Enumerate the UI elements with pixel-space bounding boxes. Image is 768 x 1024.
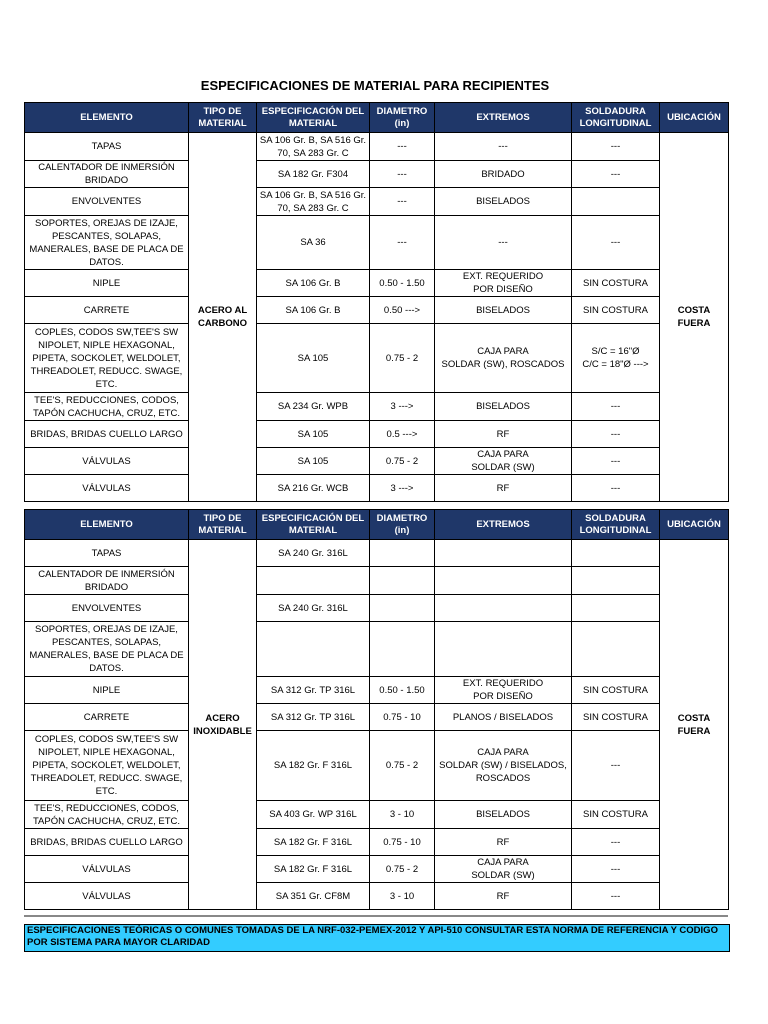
cell-soldadura: --- (572, 829, 660, 856)
header-tipo-material: TIPO DE MATERIAL (189, 103, 257, 133)
cell-soldadura (572, 622, 660, 677)
table-header-row (25, 510, 729, 540)
cell-extremos: CAJA PARA SOLDAR (SW) / BISELADOS, ROSCADOS (435, 731, 572, 801)
carbon-steel-body (25, 133, 729, 502)
cell-elemento: VÁLVULAS (25, 475, 189, 502)
cell-especificacion: SA 234 Gr. WPB (257, 393, 370, 421)
cell-especificacion: SA 216 Gr. WCB (257, 475, 370, 502)
table-row (25, 829, 729, 856)
cell-extremos (435, 540, 572, 567)
header-ubicacion: UBICACIÓN (660, 103, 729, 133)
cell-diametro: 0.75 - 2 (370, 856, 435, 883)
cell-extremos: CAJA PARA SOLDAR (SW), ROSCADOS (435, 324, 572, 393)
cell-elemento: CALENTADOR DE INMERSIÓN BRIDADO (25, 161, 189, 188)
cell-soldadura: --- (572, 421, 660, 448)
table-row (25, 448, 729, 475)
cell-extremos: BISELADOS (435, 393, 572, 421)
cell-elemento: BRIDAS, BRIDAS CUELLO LARGO (25, 829, 189, 856)
cell-extremos: RF (435, 421, 572, 448)
header-extremos: EXTREMOS (435, 510, 572, 540)
cell-elemento: NIPLE (25, 270, 189, 297)
cell-extremos: CAJA PARA SOLDAR (SW) (435, 856, 572, 883)
header-soldadura: SOLDADURA LONGITUDINAL (572, 510, 660, 540)
cell-elemento: ENVOLVENTES (25, 188, 189, 216)
cell-soldadura: --- (572, 856, 660, 883)
cell-diametro: 3 ---> (370, 475, 435, 502)
table-row (25, 393, 729, 421)
cell-extremos: RF (435, 829, 572, 856)
cell-elemento: TEE'S, REDUCCIONES, CODOS, TAPÓN CACHUCHA, CRUZ, ETC. (25, 393, 189, 421)
cell-especificacion: SA 105 (257, 448, 370, 475)
cell-soldadura: SIN COSTURA (572, 704, 660, 731)
cell-soldadura: --- (572, 883, 660, 910)
cell-material-type: ACERO AL CARBONO (189, 133, 257, 502)
header-diametro: DIAMETRO (in) (370, 103, 435, 133)
table-row (25, 188, 729, 216)
cell-diametro: --- (370, 133, 435, 161)
cell-diametro: 3 - 10 (370, 883, 435, 910)
table-row (25, 856, 729, 883)
cell-especificacion: SA 106 Gr. B, SA 516 Gr. 70, SA 283 Gr. C (257, 188, 370, 216)
cell-extremos: BISELADOS (435, 801, 572, 829)
cell-soldadura (572, 188, 660, 216)
cell-diametro: 0.5 ---> (370, 421, 435, 448)
cell-extremos (435, 622, 572, 677)
cell-especificacion: SA 312 Gr. TP 316L (257, 704, 370, 731)
table-row (25, 731, 729, 801)
cell-soldadura: SIN COSTURA (572, 270, 660, 297)
cell-diametro: 0.75 - 10 (370, 704, 435, 731)
cell-extremos: BISELADOS (435, 188, 572, 216)
table-row (25, 133, 729, 161)
cell-diametro (370, 595, 435, 622)
cell-diametro: 0.75 - 10 (370, 829, 435, 856)
cell-elemento: TAPAS (25, 133, 189, 161)
table-row (25, 704, 729, 731)
cell-especificacion: SA 403 Gr. WP 316L (257, 801, 370, 829)
header-soldadura: SOLDADURA LONGITUDINAL (572, 103, 660, 133)
cell-extremos: BRIDADO (435, 161, 572, 188)
cell-especificacion: SA 106 Gr. B (257, 297, 370, 324)
cell-diametro: 0.50 ---> (370, 297, 435, 324)
table-header-row (25, 103, 729, 133)
table-row (25, 677, 729, 704)
cell-especificacion: SA 36 (257, 216, 370, 270)
table-row (25, 540, 729, 567)
cell-extremos: --- (435, 216, 572, 270)
cell-especificacion: SA 312 Gr. TP 316L (257, 677, 370, 704)
cell-diametro: --- (370, 161, 435, 188)
header-especificacion: ESPECIFICACIÓN DEL MATERIAL (257, 510, 370, 540)
cell-material-type: ACERO INOXIDABLE (189, 540, 257, 910)
cell-extremos: BISELADOS (435, 297, 572, 324)
cell-location: COSTA FUERA (660, 540, 729, 910)
cell-especificacion: SA 105 (257, 324, 370, 393)
cell-diametro (370, 567, 435, 595)
table-row (25, 622, 729, 677)
cell-elemento: TEE'S, REDUCCIONES, CODOS, TAPÓN CACHUCHA, CRUZ, ETC. (25, 801, 189, 829)
cell-soldadura (572, 595, 660, 622)
cell-extremos: RF (435, 475, 572, 502)
cell-elemento: TAPAS (25, 540, 189, 567)
divider (24, 915, 728, 917)
cell-elemento: CARRETE (25, 297, 189, 324)
cell-extremos: PLANOS / BISELADOS (435, 704, 572, 731)
cell-soldadura (572, 540, 660, 567)
cell-soldadura (572, 567, 660, 595)
header-elemento: ELEMENTO (25, 510, 189, 540)
table-row (25, 270, 729, 297)
cell-diametro: 0.75 - 2 (370, 448, 435, 475)
cell-soldadura: --- (572, 448, 660, 475)
cell-elemento: VÁLVULAS (25, 448, 189, 475)
cell-elemento: ENVOLVENTES (25, 595, 189, 622)
cell-location: COSTA FUERA (660, 133, 729, 502)
table-row (25, 216, 729, 270)
cell-elemento: COPLES, CODOS SW,TEE'S SW NIPOLET, NIPLE HEXAGONAL, PIPETA, SOCKOLET, WELDOLET, THREADOLET, REDUCC. SWAGE, ETC. (25, 324, 189, 393)
cell-elemento: SOPORTES, OREJAS DE IZAJE, PESCANTES, SOLAPAS, MANERALES, BASE DE PLACA DE DATOS. (25, 622, 189, 677)
cell-especificacion: SA 182 Gr. F 316L (257, 856, 370, 883)
header-tipo-material: TIPO DE MATERIAL (189, 510, 257, 540)
table-row (25, 475, 729, 502)
cell-diametro (370, 540, 435, 567)
cell-especificacion: SA 106 Gr. B (257, 270, 370, 297)
cell-especificacion: SA 182 Gr. F 316L (257, 731, 370, 801)
table-row (25, 324, 729, 393)
cell-especificacion: SA 182 Gr. F 316L (257, 829, 370, 856)
stainless-steel-table (24, 509, 729, 910)
cell-diametro: 0.50 - 1.50 (370, 677, 435, 704)
cell-elemento: COPLES, CODOS SW,TEE'S SW NIPOLET, NIPLE HEXAGONAL, PIPETA, SOCKOLET, WELDOLET, THREADOLET, REDUCC. SWAGE, ETC. (25, 731, 189, 801)
cell-especificacion: SA 240 Gr. 316L (257, 540, 370, 567)
table-row (25, 883, 729, 910)
cell-extremos: CAJA PARA SOLDAR (SW) (435, 448, 572, 475)
header-extremos: EXTREMOS (435, 103, 572, 133)
header-ubicacion: UBICACIÓN (660, 510, 729, 540)
cell-diametro: 0.50 - 1.50 (370, 270, 435, 297)
cell-soldadura: SIN COSTURA (572, 297, 660, 324)
cell-diametro: 0.75 - 2 (370, 324, 435, 393)
cell-diametro: --- (370, 188, 435, 216)
carbon-steel-table (24, 102, 729, 502)
cell-elemento: SOPORTES, OREJAS DE IZAJE, PESCANTES, SOLAPAS, MANERALES, BASE DE PLACA DE DATOS. (25, 216, 189, 270)
header-diametro: DIAMETRO (in) (370, 510, 435, 540)
table-row (25, 801, 729, 829)
cell-diametro: 3 - 10 (370, 801, 435, 829)
cell-especificacion: SA 106 Gr. B, SA 516 Gr. 70, SA 283 Gr. C (257, 133, 370, 161)
stainless-steel-body (25, 540, 729, 910)
cell-extremos: EXT. REQUERIDO POR DISEÑO (435, 677, 572, 704)
cell-diametro: 3 ---> (370, 393, 435, 421)
cell-elemento: BRIDAS, BRIDAS CUELLO LARGO (25, 421, 189, 448)
table-row (25, 595, 729, 622)
cell-extremos (435, 567, 572, 595)
table-row (25, 161, 729, 188)
cell-diametro (370, 622, 435, 677)
cell-diametro: 0.75 - 2 (370, 731, 435, 801)
cell-elemento: CARRETE (25, 704, 189, 731)
cell-especificacion: SA 240 Gr. 316L (257, 595, 370, 622)
table-row (25, 297, 729, 324)
cell-soldadura: --- (572, 161, 660, 188)
cell-elemento: VÁLVULAS (25, 856, 189, 883)
cell-soldadura: --- (572, 216, 660, 270)
reference-note: ESPECIFICACIONES TEÓRICAS O COMUNES TOMADAS DE LA NRF-032-PEMEX-2012 Y API-510 CONSULTAR ESTA NORMA DE REFERENCIA Y CODIGO POR SISTEMA PARA MAYOR CLARIDAD (24, 924, 730, 952)
cell-soldadura: --- (572, 475, 660, 502)
cell-soldadura: SIN COSTURA (572, 677, 660, 704)
header-elemento: ELEMENTO (25, 103, 189, 133)
cell-soldadura: S/C = 16"Ø C/C = 18"Ø ---> (572, 324, 660, 393)
table-row (25, 421, 729, 448)
cell-soldadura: --- (572, 393, 660, 421)
cell-extremos (435, 595, 572, 622)
cell-especificacion: SA 351 Gr. CF8M (257, 883, 370, 910)
cell-elemento: VÁLVULAS (25, 883, 189, 910)
cell-extremos: RF (435, 883, 572, 910)
cell-especificacion: SA 105 (257, 421, 370, 448)
cell-elemento: CALENTADOR DE INMERSIÓN BRIDADO (25, 567, 189, 595)
cell-especificacion: SA 182 Gr. F304 (257, 161, 370, 188)
cell-elemento: NIPLE (25, 677, 189, 704)
cell-soldadura: SIN COSTURA (572, 801, 660, 829)
cell-especificacion (257, 622, 370, 677)
table-row (25, 567, 729, 595)
cell-extremos: --- (435, 133, 572, 161)
cell-extremos: EXT. REQUERIDO POR DISEÑO (435, 270, 572, 297)
cell-soldadura: --- (572, 133, 660, 161)
header-especificacion: ESPECIFICACIÓN DEL MATERIAL (257, 103, 370, 133)
page-title: ESPECIFICACIONES DE MATERIAL PARA RECIPIENTES (200, 78, 550, 93)
cell-soldadura: --- (572, 731, 660, 801)
cell-diametro: --- (370, 216, 435, 270)
cell-especificacion (257, 567, 370, 595)
